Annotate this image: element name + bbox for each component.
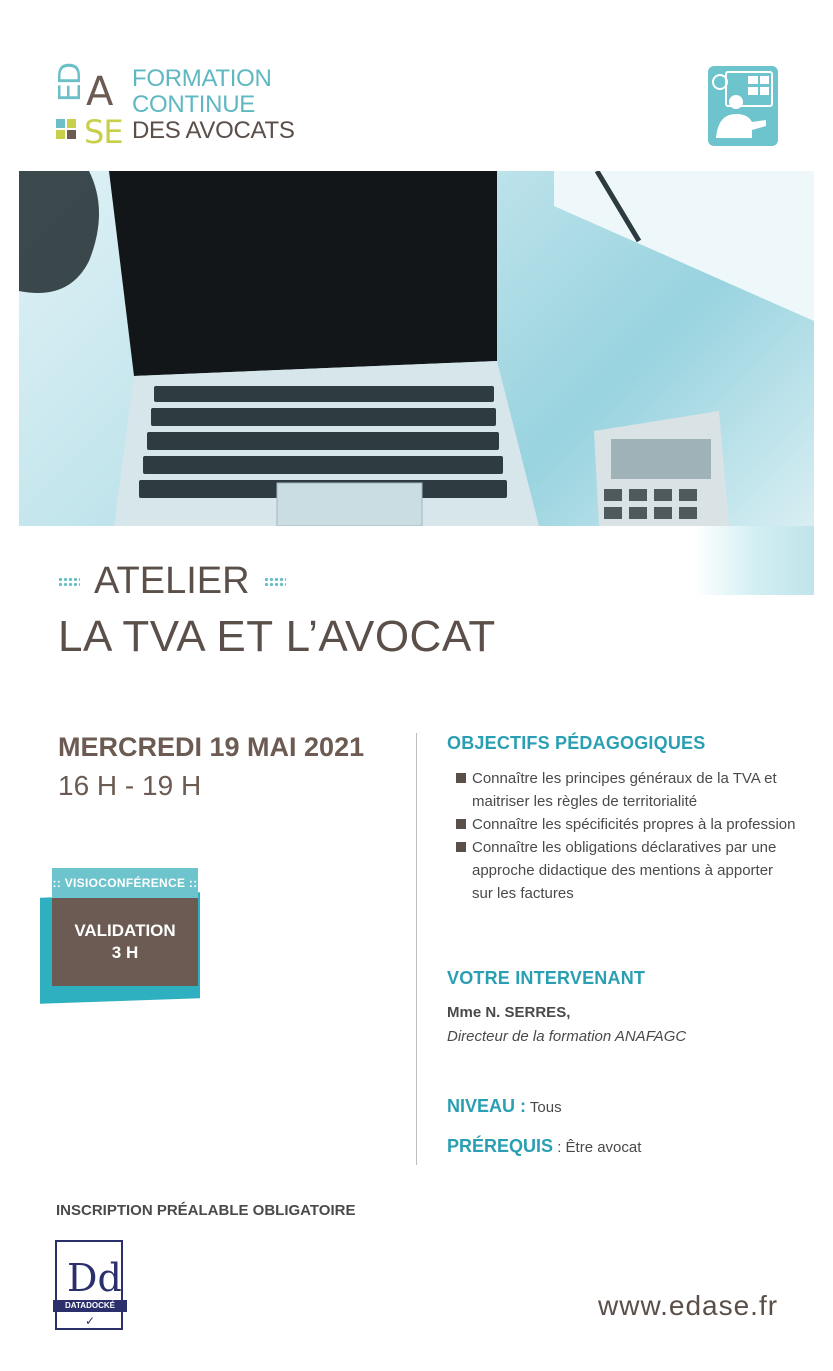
validation-badge (52, 898, 198, 986)
visio-badge (52, 868, 198, 898)
objectifs-title: OBJECTIFS PÉDAGOGIQUES (447, 733, 706, 753)
logo-square (56, 119, 65, 128)
logo-square (67, 130, 76, 139)
validation-label: VALIDATION (74, 921, 176, 940)
video-conference-icon (708, 66, 778, 146)
bullet-square-icon (456, 773, 466, 783)
logo-square (56, 130, 65, 139)
logo-text-line: DES AVOCATS (132, 117, 295, 144)
bullet-square-icon (456, 842, 466, 852)
check-icon: ✓ (85, 1314, 96, 1328)
logo-text-line: CONTINUE (132, 91, 255, 118)
visio-badge-label: :: VISIOCONFÉRENCE :: (52, 876, 198, 890)
datadock-letters: Dd (67, 1256, 122, 1300)
page-title: LA TVA ET L’AVOCAT (58, 612, 496, 661)
prerequis (447, 1136, 641, 1157)
list-item (456, 767, 796, 813)
inscription-notice: INSCRIPTION PRÉALABLE OBLIGATOIRE (56, 1202, 356, 1219)
niveau-value: Tous (529, 1099, 562, 1116)
edase-logo (53, 64, 124, 151)
list-item-text: Connaître les spécificités propres à la profession (472, 816, 796, 833)
photo-fade (695, 526, 814, 595)
datadock-logo (55, 1240, 123, 1330)
logo-square (67, 119, 76, 128)
website-link[interactable]: www.edase.fr (598, 1290, 779, 1321)
event-time: 16 H - 19 H (58, 770, 202, 801)
logo-letter-a: A (86, 69, 114, 115)
intervenant-name: Mme N. SERRES, (447, 1004, 571, 1021)
logo-text-line: FORMATION (132, 65, 272, 92)
list-item-text: Connaître les obligations déclaratives par une approche didactique des mentions à apporter sur les factures (472, 839, 777, 902)
niveau (447, 1096, 562, 1117)
prerequis-label: PRÉREQUIS (447, 1136, 554, 1156)
dots-icon (264, 577, 286, 587)
list-item (456, 836, 796, 905)
intervenant-title: VOTRE INTERVENANT (447, 968, 646, 988)
list-item (456, 813, 796, 836)
datadock-label: DATADOCKÉ (53, 1300, 127, 1312)
list-item-text: Connaître les principes généraux de la TVA et maitriser les règles de territorialité (472, 770, 777, 810)
logo-text (132, 66, 295, 144)
objectifs-list (456, 767, 796, 905)
bullet-square-icon (456, 819, 466, 829)
laptop-calculator-photo (19, 171, 814, 526)
logo-letters-ed: ED (53, 64, 88, 103)
event-date: MERCREDI 19 MAI 2021 (58, 732, 365, 762)
logo-letters-se: SE (84, 113, 123, 151)
event-type (58, 560, 286, 603)
prerequis-value: : Être avocat (557, 1139, 642, 1156)
niveau-label: NIVEAU : (447, 1096, 527, 1116)
column-divider (416, 733, 417, 1165)
intervenant-role: Directeur de la formation ANAFAGC (447, 1028, 687, 1045)
dots-icon (58, 577, 80, 587)
event-type-label: ATELIER (94, 560, 250, 602)
validation-hours: 3 H (111, 943, 139, 962)
